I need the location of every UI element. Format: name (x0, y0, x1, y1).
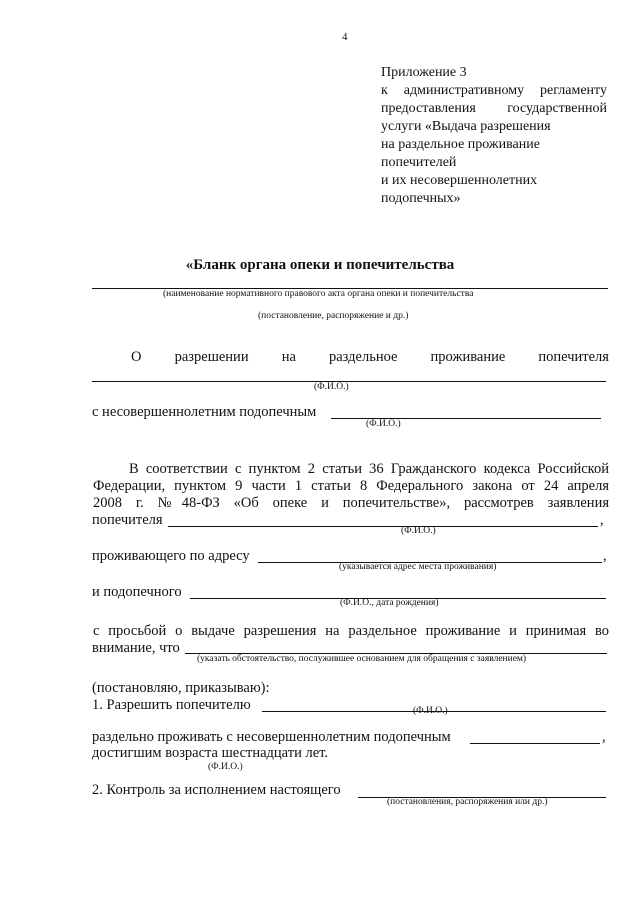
request-line: с просьбой о выдаче разрешения на раздельное проживание и принимая во (93, 623, 609, 639)
appendix-line: предоставления государственной (381, 101, 607, 116)
subject-line (93, 349, 609, 366)
guardian-name-field[interactable] (92, 381, 606, 382)
address-caption: (указывается адрес места проживания) (339, 562, 497, 572)
guardian-applicant-field[interactable] (168, 526, 598, 527)
item2-caption: (постановления, распоряжения или др.) (387, 797, 548, 807)
act-name-caption: (наименование нормативного правового акта органа опеки и попечительства (163, 289, 474, 299)
subject-word: проживание (430, 349, 506, 365)
subject-word: разрешении (174, 349, 249, 365)
para-line: Федерации, пунктом 9 части 1 статьи 8 Федерального закона от 24 апреля (93, 478, 609, 494)
ward-label: и подопечного (92, 584, 182, 600)
subject-word: на (281, 349, 296, 365)
appendix-line: к административному регламенту (381, 83, 607, 98)
item1-ward-caption: (Ф.И.О.) (208, 762, 243, 772)
guardian-applicant-caption: (Ф.И.О.) (401, 526, 436, 536)
appendix-line: и их несовершеннолетних (381, 173, 538, 188)
para-line-text: В соответствии с пунктом 2 статьи 36 Гражданского кодекса Российской (129, 461, 609, 477)
item1-cont-label: раздельно проживать с несовершеннолетним подопечным (92, 729, 451, 745)
decree-intro: (постановляю, приказываю): (92, 680, 270, 696)
act-type-caption: (постановление, распоряжение и др.) (258, 311, 409, 321)
appendix-line: услуги «Выдача разрешения (381, 119, 551, 134)
appendix-line: на раздельное проживание (381, 137, 540, 152)
request-label: внимание, что (92, 640, 180, 656)
item1-label: 1. Разрешить попечителю (92, 697, 251, 713)
appendix-block (381, 64, 607, 208)
para-line (93, 461, 609, 478)
item1-caption: (Ф.И.О.) (413, 706, 448, 716)
subject-word: О (131, 349, 142, 365)
item2-label: 2. Контроль за исполнением настоящего (92, 782, 341, 798)
ward-info-caption: (Ф.И.О., дата рождения) (340, 598, 439, 608)
appendix-line: подопечных» (381, 191, 461, 206)
comma: , (600, 512, 604, 528)
circumstance-caption: (указать обстоятельство, послужившее основанием для обращения с заявлением) (197, 654, 527, 664)
guardian-label: попечителя (92, 512, 163, 528)
subject-word: попечителя (538, 349, 609, 365)
subject-word: раздельное (329, 349, 398, 365)
page-number: 4 (342, 31, 348, 43)
appendix-line: Приложение 3 (381, 65, 467, 80)
comma: , (603, 548, 607, 564)
guardian-fio-caption: (Ф.И.О.) (314, 382, 349, 392)
item1-cont2: достигшим возраста шестнадцати лет. (92, 745, 329, 761)
para-line: 2008 г. №48-ФЗ «Об опеке и попечительстве», рассмотрев заявления (93, 495, 609, 511)
form-title: «Бланк органа опеки и попечительства (185, 257, 455, 273)
address-label: проживающего по адресу (92, 548, 250, 564)
appendix-line: попечителей (381, 155, 457, 170)
ward-fio-caption: (Ф.И.О.) (366, 419, 401, 429)
ward-label: с несовершеннолетним подопечным (92, 404, 317, 420)
item1-ward-field[interactable] (470, 743, 600, 744)
comma: , (602, 729, 606, 745)
